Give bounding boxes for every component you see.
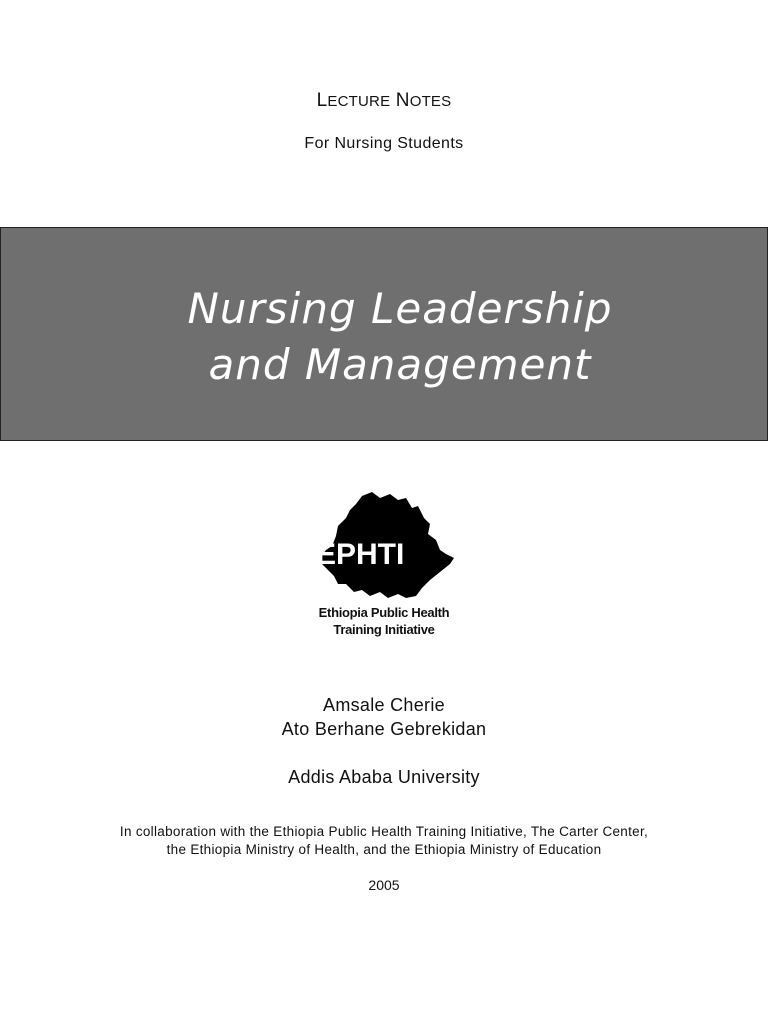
collaboration-line-1: In collaboration with the Ethiopia Public Health Training Initiative, The Carter Center, (119, 824, 649, 839)
logo-text: EPHTI (316, 538, 405, 571)
institution: Addis Ababa University (288, 767, 480, 787)
logo-caption-line-2: Training Initiative (333, 622, 435, 637)
notes-initial: N (395, 90, 410, 111)
title-line-1: Nursing Leadership (187, 284, 613, 333)
title-line-2: and Management (208, 340, 592, 389)
author-name: Ato Berhane Gebrekidan (281, 719, 487, 739)
lecture-initial: L (316, 90, 328, 111)
collaboration-line-2: the Ethiopia Ministry of Health, and the Ethiopia Ministry of Education (166, 842, 602, 857)
notes-rest: OTES (409, 93, 452, 110)
publication-year: 2005 (368, 877, 400, 893)
title-band (0, 227, 768, 441)
lecture-rest: ECTURE (327, 93, 391, 110)
logo-caption-line-1: Ethiopia Public Health (318, 605, 450, 620)
author-name: Amsale Cherie (323, 695, 445, 715)
lecture-notes-heading (0, 90, 768, 112)
subtitle: For Nursing Students (304, 135, 464, 152)
